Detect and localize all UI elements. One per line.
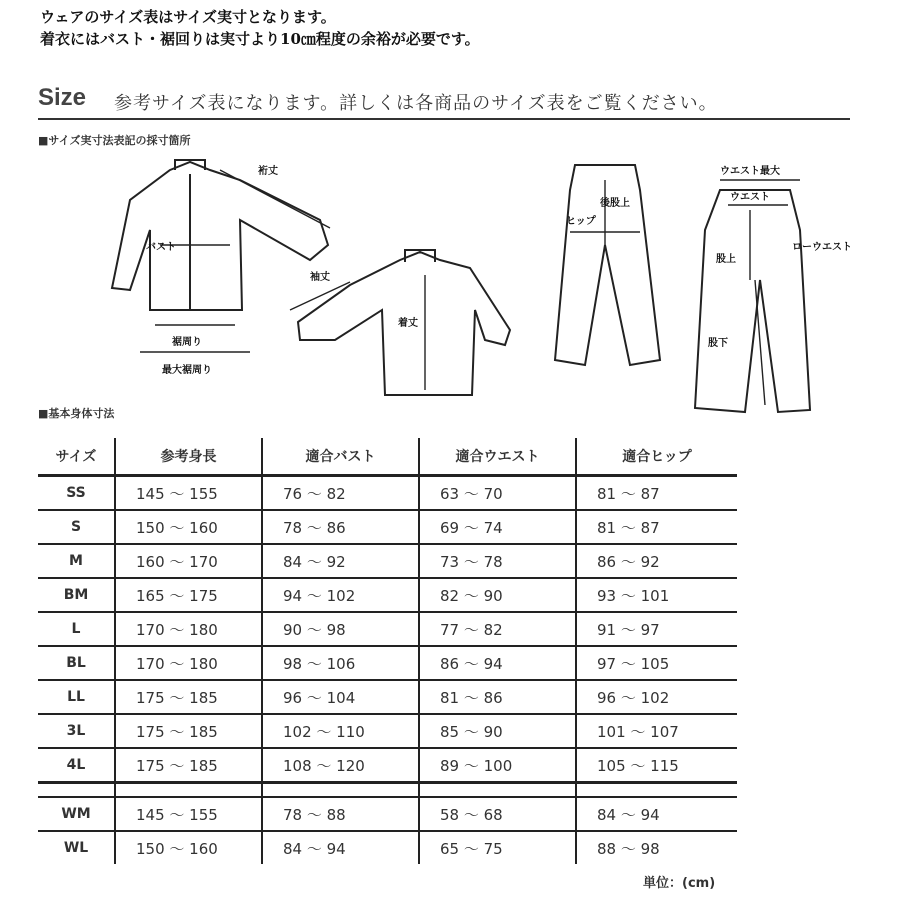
- cell-value: 58 ～ 68: [419, 797, 576, 831]
- label-ushiro-matagami: 後股上: [600, 198, 630, 209]
- cell-value: 94 ～ 102: [262, 578, 419, 612]
- jacket-front-illustration: [112, 160, 328, 310]
- table-row: [38, 544, 737, 578]
- table-row: [38, 646, 737, 680]
- cell-size: 4L: [38, 748, 115, 783]
- cell-value: 84 ～ 94: [576, 797, 737, 831]
- table-row: [38, 797, 737, 831]
- table-row: [38, 510, 737, 544]
- cell-value: 175 ～ 185: [115, 714, 262, 748]
- label-susomawari: 裾周り: [172, 337, 202, 348]
- cell-value: 69 ～ 74: [419, 510, 576, 544]
- cell-size: LL: [38, 680, 115, 714]
- cell-value: 85 ～ 90: [419, 714, 576, 748]
- size-table: [38, 438, 737, 864]
- pants-front-illustration: [695, 190, 810, 412]
- header-bust: 適合バスト: [262, 438, 419, 476]
- header-waist: 適合ウエスト: [419, 438, 576, 476]
- label-max-susomawari: 最大裾周り: [162, 365, 212, 376]
- cell-size: WL: [38, 831, 115, 864]
- cell-size: BL: [38, 646, 115, 680]
- label-hip: ヒップ: [566, 216, 596, 227]
- cell-value: 93 ～ 101: [576, 578, 737, 612]
- cell-value: 89 ～ 100: [419, 748, 576, 783]
- cell-value: 73 ～ 78: [419, 544, 576, 578]
- header-size: サイズ: [38, 438, 115, 476]
- cell-value: 97 ～ 105: [576, 646, 737, 680]
- cell-value: 76 ～ 82: [262, 476, 419, 511]
- label-bust: バスト: [146, 242, 176, 253]
- page-subtitle: 参考サイズ表になります。詳しくは各商品のサイズ表をご覧ください。: [114, 93, 718, 114]
- cell-value: 86 ～ 92: [576, 544, 737, 578]
- page-title: Size: [38, 84, 87, 111]
- table-row: [38, 476, 737, 511]
- table-section-title: ■基本身体寸法: [38, 407, 115, 420]
- measure-section-title: ■サイズ実寸法表記の採寸箇所: [38, 134, 191, 147]
- cell-value: 145 ～ 155: [115, 476, 262, 511]
- cell-value: 86 ～ 94: [419, 646, 576, 680]
- cell-value: 81 ～ 87: [576, 510, 737, 544]
- cell-value: 96 ～ 104: [262, 680, 419, 714]
- notice-line-1: ウェアのサイズ表はサイズ実寸となります。: [40, 8, 336, 26]
- table-row: [38, 612, 737, 646]
- label-yuki: 裄丈: [258, 166, 278, 177]
- cell-value: 170 ～ 180: [115, 612, 262, 646]
- size-header: [38, 84, 850, 120]
- label-waist: ウエスト: [730, 192, 770, 203]
- label-kitake: 着丈: [398, 318, 418, 329]
- header-height: 参考身長: [115, 438, 262, 476]
- table-group-separator: [38, 783, 737, 798]
- header-hip: 適合ヒップ: [576, 438, 737, 476]
- cell-value: 150 ～ 160: [115, 510, 262, 544]
- cell-value: 90 ～ 98: [262, 612, 419, 646]
- measurement-diagram: [100, 150, 860, 420]
- cell-value: 81 ～ 86: [419, 680, 576, 714]
- table-row: [38, 748, 737, 783]
- cell-value: 160 ～ 170: [115, 544, 262, 578]
- cell-size: WM: [38, 797, 115, 831]
- cell-value: 78 ～ 86: [262, 510, 419, 544]
- cell-value: 98 ～ 106: [262, 646, 419, 680]
- label-waist-max: ウエスト最大: [720, 166, 780, 177]
- table-row: [38, 680, 737, 714]
- cell-value: 91 ～ 97: [576, 612, 737, 646]
- cell-value: 102 ～ 110: [262, 714, 419, 748]
- pants-back-illustration: [555, 165, 660, 365]
- cell-size: L: [38, 612, 115, 646]
- cell-size: S: [38, 510, 115, 544]
- table-row: [38, 831, 737, 864]
- cell-value: 65 ～ 75: [419, 831, 576, 864]
- cell-value: 150 ～ 160: [115, 831, 262, 864]
- notice: [40, 6, 480, 50]
- cell-value: 108 ～ 120: [262, 748, 419, 783]
- table-row: [38, 714, 737, 748]
- cell-value: 84 ～ 94: [262, 831, 419, 864]
- label-sodetake: 袖丈: [310, 272, 330, 283]
- label-matashita: 股下: [708, 338, 728, 349]
- cell-value: 78 ～ 88: [262, 797, 419, 831]
- cell-value: 145 ～ 155: [115, 797, 262, 831]
- cell-size: BM: [38, 578, 115, 612]
- table-header-row: [38, 438, 737, 476]
- cell-value: 165 ～ 175: [115, 578, 262, 612]
- label-low-waist: ローウエスト: [792, 242, 852, 253]
- cell-value: 88 ～ 98: [576, 831, 737, 864]
- cell-value: 82 ～ 90: [419, 578, 576, 612]
- cell-size: M: [38, 544, 115, 578]
- label-matagami: 股上: [716, 254, 736, 265]
- cell-value: 175 ～ 185: [115, 748, 262, 783]
- cell-value: 84 ～ 92: [262, 544, 419, 578]
- cell-value: 105 ～ 115: [576, 748, 737, 783]
- cell-value: 96 ～ 102: [576, 680, 737, 714]
- cell-value: 63 ～ 70: [419, 476, 576, 511]
- cell-value: 101 ～ 107: [576, 714, 737, 748]
- cell-value: 77 ～ 82: [419, 612, 576, 646]
- cell-size: SS: [38, 476, 115, 511]
- unit-label: 単位：(cm): [643, 876, 716, 891]
- cell-value: 170 ～ 180: [115, 646, 262, 680]
- table-row: [38, 578, 737, 612]
- cell-value: 81 ～ 87: [576, 476, 737, 511]
- notice-line-2: 着衣にはバスト・裾回りは実寸より10㎝程度の余裕が必要です。: [40, 30, 480, 48]
- cell-value: 175 ～ 185: [115, 680, 262, 714]
- cell-size: 3L: [38, 714, 115, 748]
